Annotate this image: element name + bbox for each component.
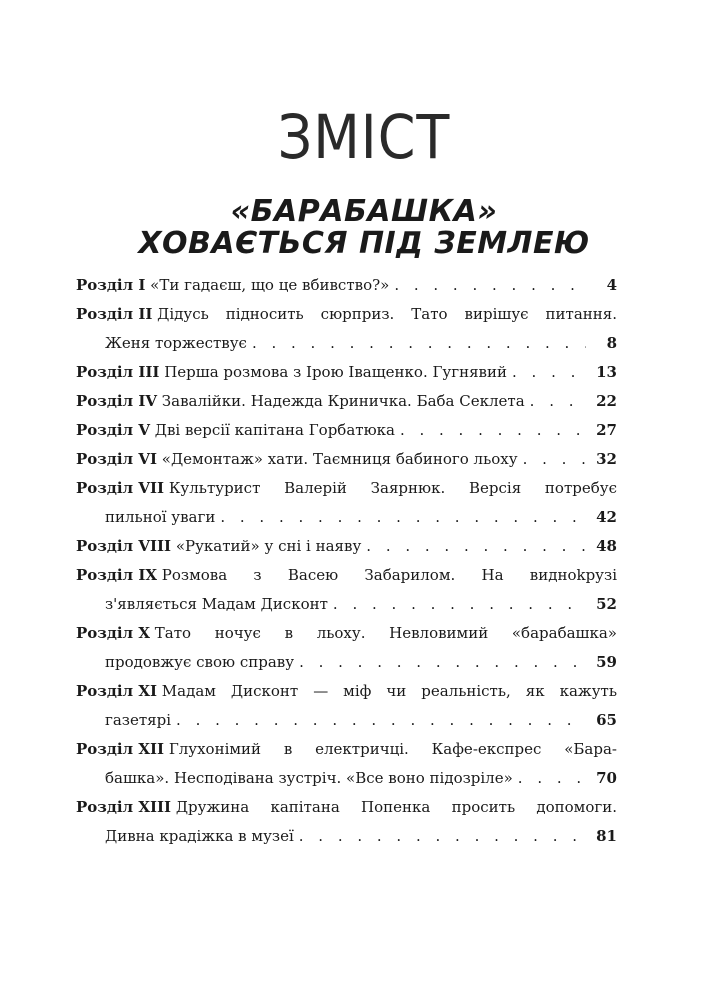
page-number: 27 — [596, 421, 617, 439]
dot-leader — [512, 358, 586, 387]
chapter-title-text: Завалійки. Надежда Криничка. Баба Секлета — [161, 392, 525, 410]
chapter-label: Розділ І — [76, 276, 146, 294]
page-number: 8 — [606, 334, 617, 352]
chapter-label: Розділ XIII — [76, 798, 172, 816]
chapter-title-text: Культурист Валерій Заярнюк. Версія потребує — [168, 479, 617, 497]
toc-entry-line — [76, 445, 617, 474]
page-number: 13 — [596, 363, 617, 381]
chapter-label: Розділ VIII — [76, 537, 172, 555]
dot-leader — [530, 387, 586, 416]
toc-entry-line — [76, 300, 617, 329]
toc-entry-line — [76, 503, 617, 532]
toc-entry-line — [76, 416, 617, 445]
chapter-title-text: «Рукатий» у сні і наяву — [175, 537, 362, 555]
toc-entry-line — [76, 532, 617, 561]
chapter-title-text: Дві версії капітана Горбатюка — [154, 421, 395, 439]
chapter-label: Розділ IX — [76, 566, 158, 584]
page-title: ЗМІСТ — [277, 102, 451, 173]
dot-leader — [333, 590, 586, 619]
chapter-title-text: Дивна крадіжка в музеї — [105, 827, 294, 845]
dot-leader — [400, 416, 586, 445]
toc-entry — [76, 300, 617, 358]
toc-entry — [76, 561, 617, 619]
dot-leader — [523, 445, 586, 474]
toc-entry — [76, 271, 617, 300]
chapter-title-text: Перша розмова з Ірою Іващенко. Гугнявий — [164, 363, 507, 381]
page-number: 4 — [606, 276, 617, 294]
toc-entry — [76, 735, 617, 793]
toc-entry-line — [76, 474, 617, 503]
toc-entry — [76, 445, 617, 474]
chapter-title-text: Дідусь підносить сюрприз. Тато вирішує питання. — [157, 305, 617, 323]
dot-leader — [299, 648, 586, 677]
chapter-title-text: «Демонтаж» хати. Таємниця бабиного льоху — [161, 450, 518, 468]
chapter-title-text: Розмова з Васею Забарилом. На видноkрузі — [161, 566, 617, 584]
toc-entry — [76, 358, 617, 387]
toc-entry — [76, 532, 617, 561]
table-of-contents — [76, 271, 617, 851]
toc-entry-line — [76, 271, 617, 300]
book-title — [0, 196, 728, 260]
page-number: 59 — [596, 653, 617, 671]
toc-entry-line — [76, 387, 617, 416]
book-title-line-1: «БАРАБАШКА» — [230, 194, 498, 229]
chapter-label: Розділ ІІ — [76, 305, 153, 323]
page-number: 32 — [596, 450, 617, 468]
page-number: 48 — [596, 537, 617, 555]
toc-entry — [76, 474, 617, 532]
chapter-title-text: газетярі — [105, 711, 172, 729]
page-number: 52 — [596, 595, 617, 613]
page-number: 81 — [596, 827, 617, 845]
page-number: 42 — [596, 508, 617, 526]
toc-entry-line — [76, 735, 617, 764]
dot-leader — [299, 822, 586, 851]
toc-entry-line — [76, 358, 617, 387]
chapter-label: Розділ VI — [76, 450, 158, 468]
chapter-title-text: Тато ночує в льоху. Невловимий «барабашка» — [154, 624, 617, 642]
chapter-label: Розділ X — [76, 624, 150, 642]
chapter-label: Розділ IV — [76, 392, 158, 410]
toc-entry-line — [76, 677, 617, 706]
chapter-title-text: Женя торжествує — [105, 334, 247, 352]
page-number: 70 — [596, 769, 617, 787]
chapter-label: Розділ XI — [76, 682, 158, 700]
toc-entry-line — [76, 648, 617, 677]
toc-entry — [76, 793, 617, 851]
dot-leader — [252, 329, 586, 358]
toc-entry — [76, 619, 617, 677]
chapter-label: Розділ V — [76, 421, 150, 439]
chapter-title-text: Глухонімий в електричці. Кафе-експрес «Бара- — [168, 740, 617, 758]
toc-entry — [76, 416, 617, 445]
chapter-label: Розділ ІІІ — [76, 363, 160, 381]
chapter-label: Розділ VII — [76, 479, 165, 497]
chapter-title-text: з'являється Мадам Дисконт — [105, 595, 328, 613]
dot-leader — [220, 503, 586, 532]
toc-entry — [76, 387, 617, 416]
toc-entry-line — [76, 706, 617, 735]
dot-leader — [366, 532, 586, 561]
chapter-title-text: пильної уваги — [105, 508, 216, 526]
book-title-line-2: ХОВАЄТЬСЯ ПІД ЗЕМЛЕЮ — [138, 226, 590, 261]
chapter-title-text: башка». Несподівана зустріч. «Все воно підозріле» — [105, 769, 513, 787]
chapter-title-text: Мадам Дисконт — міф чи реальність, як кажуть — [161, 682, 617, 700]
toc-entry — [76, 677, 617, 735]
page-number: 22 — [596, 392, 617, 410]
chapter-label: Розділ XII — [76, 740, 165, 758]
toc-entry-line — [76, 590, 617, 619]
toc-entry-line — [76, 822, 617, 851]
dot-leader — [176, 706, 586, 735]
chapter-title-text: Дружина капітана Попенка просить допомоги. — [175, 798, 617, 816]
toc-entry-line — [76, 764, 617, 793]
toc-entry-line — [76, 561, 617, 590]
chapter-title-text: «Ти гадаєш, що це вбивство?» — [150, 276, 390, 294]
chapter-title-text: продовжує свою справу — [105, 653, 295, 671]
toc-entry-line — [76, 793, 617, 822]
page-number: 65 — [596, 711, 617, 729]
toc-entry-line — [76, 619, 617, 648]
dot-leader — [518, 764, 586, 793]
toc-entry-line — [76, 329, 617, 358]
dot-leader — [394, 271, 586, 300]
